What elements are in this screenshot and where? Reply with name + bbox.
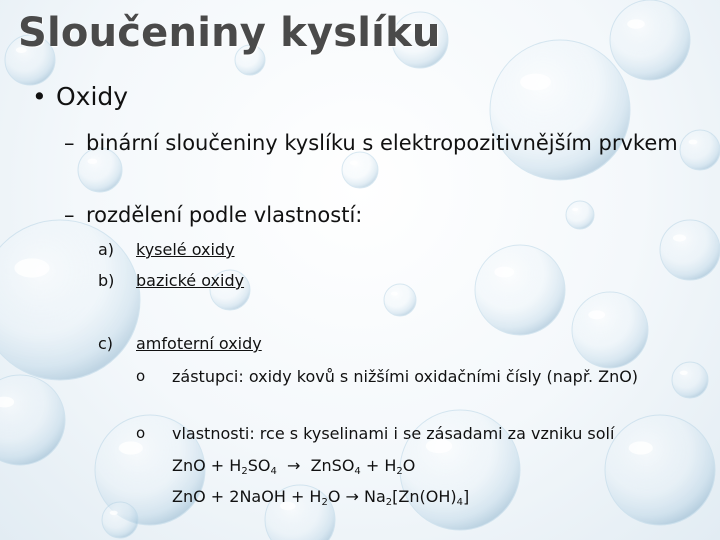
list-marker: c) [98, 334, 114, 353]
equation-subscript: 4 [456, 497, 463, 508]
slide-title: Sloučeniny kyslíku [18, 10, 441, 56]
equation-text: → ZnSO [276, 456, 355, 475]
equation-text: SO [247, 456, 271, 475]
equation-subscript: 4 [354, 466, 361, 477]
list-label: kyselé oxidy [136, 240, 235, 259]
list-label: bazické oxidy [136, 271, 245, 290]
equation-subscript: 2 [241, 466, 248, 477]
equation-text: O [402, 456, 416, 475]
sub-text: zástupci: oxidy kovů s nižšími oxidačními čísly (např. ZnO) [172, 367, 639, 386]
equation-subscript: 2 [385, 497, 393, 508]
equation-text: ZnO + H [172, 456, 242, 475]
bullet-marker: • [32, 82, 47, 111]
equation-sodium-hydroxide [172, 486, 469, 508]
dash-text: rozdělení podle vlastností: [86, 203, 363, 227]
list-marker: a) [98, 240, 115, 259]
equation-sulfuric-acid [172, 455, 415, 477]
list-item-acidic [98, 240, 235, 260]
sub-text: vlastnosti: rce s kyselinami i se zásadami za vzniku solí [172, 424, 615, 443]
sub-marker: o [136, 424, 146, 442]
sub-item-examples [136, 365, 706, 388]
equation-text: + H [360, 456, 397, 475]
bullet-text: Oxidy [56, 82, 129, 111]
list-marker: b) [98, 271, 115, 290]
equation-text: ] [463, 487, 470, 506]
equation-subscript: 2 [396, 466, 403, 477]
equation-text: [Zn(OH) [392, 487, 457, 506]
dash-marker: – [64, 203, 75, 227]
sub-marker: o [136, 367, 146, 385]
equation-text: ZnO + 2NaOH + H [172, 487, 322, 506]
dash-text: binární sloučeniny kyslíku s elektropozitivnějším prvkem [86, 131, 678, 155]
list-item-amphoteric [98, 334, 262, 354]
bullet-oxidy [32, 82, 128, 111]
sub-item-properties [136, 422, 706, 445]
list-label: amfoterní oxidy [136, 334, 262, 353]
equation-subscript: 2 [321, 497, 328, 508]
equation-text: O → Na [327, 487, 386, 506]
dash-item-definition [64, 130, 704, 156]
list-item-basic [98, 271, 244, 291]
equation-subscript: 4 [270, 466, 277, 477]
dash-item-division [64, 202, 704, 228]
dash-marker: – [64, 131, 75, 155]
